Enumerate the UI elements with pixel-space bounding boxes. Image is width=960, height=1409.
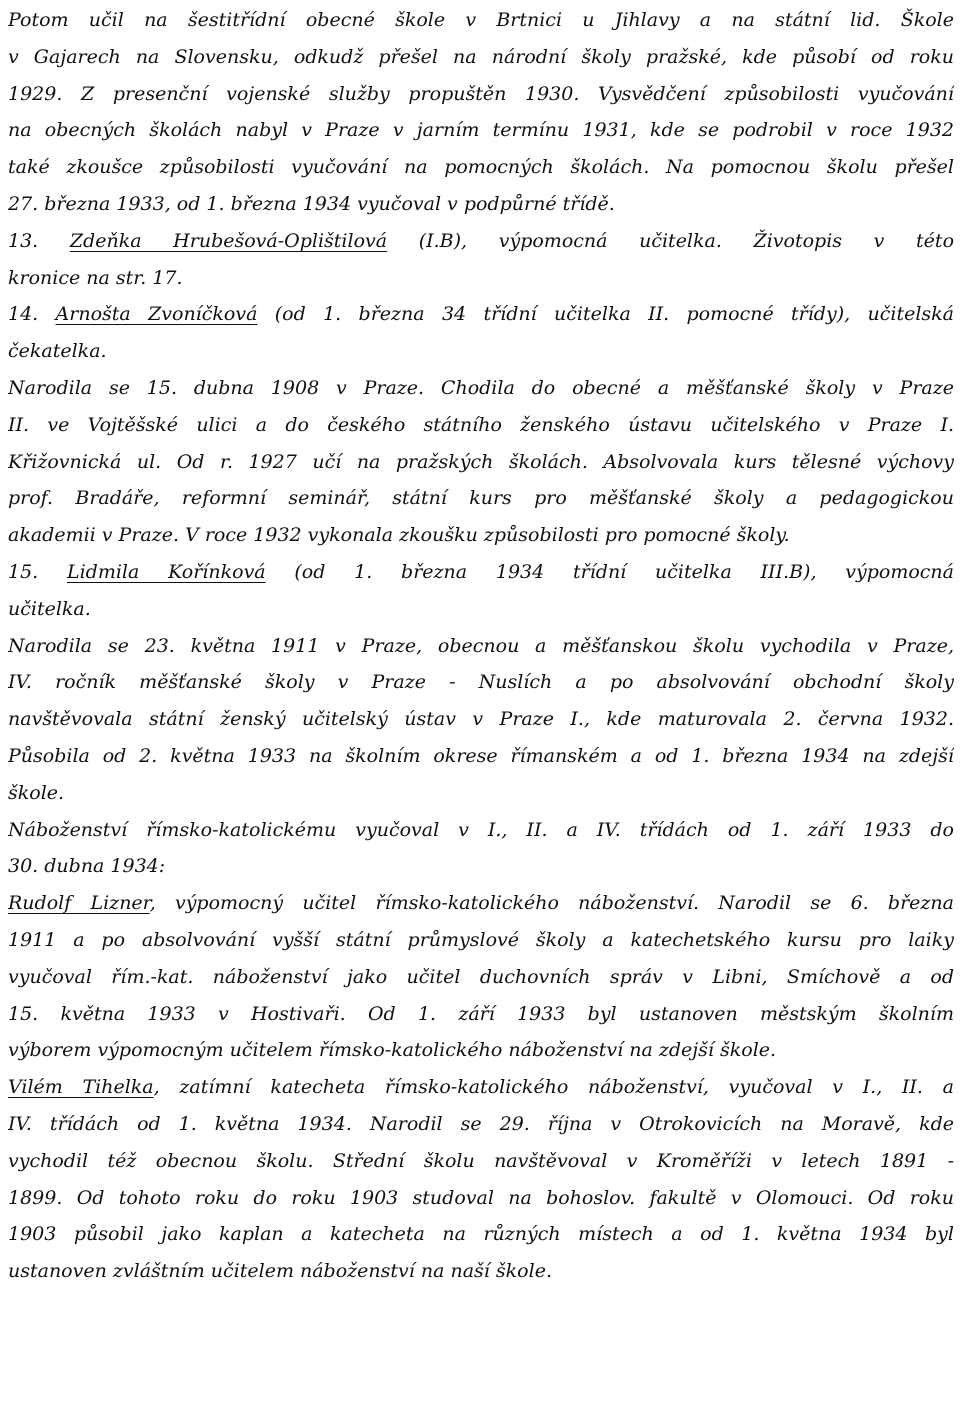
text-line: 30. dubna 1934: bbox=[8, 855, 166, 878]
text-line: IV. ročník měšťanské školy v Praze - Nuslích a po absolvování obchodní školy bbox=[8, 671, 954, 694]
person-name: Zdeňka Hrubešová-Oplištilová bbox=[69, 229, 388, 252]
text-segment: (I.B), výpomocná učitelka. Životopis v této bbox=[387, 229, 954, 252]
text-line: Potom učil na šestitřídní obecné škole v Brtnici u Jihlavy a na státní lid. Škole bbox=[8, 9, 954, 31]
person-name: Arnošta Zvoníčková bbox=[55, 303, 258, 326]
text-line bbox=[8, 296, 954, 333]
text-line: prof. Bradáře, reformní seminář, státní kurs pro měšťanské školy a pedagogickou bbox=[8, 487, 954, 510]
text-line: na obecných školách nabyl v Praze v jarním termínu 1931, kde se podrobil v roce 1932 bbox=[8, 119, 954, 142]
text-line: v Gajarech na Slovensku, odkudž přešel na národní školy pražské, kde působí od roku bbox=[8, 45, 954, 68]
text-line: výborem výpomocným učitelem římsko-katolického náboženství na zdejší škole. bbox=[8, 1039, 777, 1062]
person-name: Vilém Tihelka bbox=[8, 1076, 154, 1099]
text-line: 1899. Od tohoto roku do roku 1903 studoval na bohoslov. fakultě v Olomouci. Od roku bbox=[8, 1186, 954, 1209]
text-line: navštěvovala státní ženský učitelský ústav v Praze I., kde maturovala 2. června 1932. bbox=[8, 708, 954, 731]
text-line bbox=[8, 1069, 954, 1106]
person-name: Lidmila Kořínková bbox=[66, 560, 266, 583]
text-segment: (od 1. března 34 třídní učitelka II. pomocné třídy), učitelská bbox=[257, 303, 954, 326]
text-line: Narodila se 23. května 1911 v Praze, obecnou a měšťanskou školu vychodila v Praze, bbox=[8, 634, 954, 657]
text-line: 27. března 1933, od 1. března 1934 vyučoval v podpůrné třídě. bbox=[8, 192, 615, 215]
person-name: Rudolf Lizner bbox=[8, 892, 150, 915]
text-segment: , výpomocný učitel římsko-katolického náboženství. Narodil se 6. března bbox=[149, 892, 954, 915]
text-line: vychodil též obecnou školu. Střední školu navštěvoval v Kroměříži v letech 1891 - bbox=[8, 1149, 954, 1172]
text-line: také zkoušce způsobilosti vyučování na pomocných školách. Na pomocnou školu přešel bbox=[8, 156, 954, 179]
text-segment: 15. bbox=[8, 560, 67, 583]
text-line: akademii v Praze. V roce 1932 vykonala zkoušku způsobilosti pro pomocné školy. bbox=[8, 524, 790, 547]
text-line: IV. třídách od 1. května 1934. Narodil se 29. října v Otrokovicích na Moravě, kde bbox=[8, 1112, 954, 1135]
text-segment: (od 1. března 1934 třídní učitelka III.B), výpomocná bbox=[265, 560, 954, 583]
text-line bbox=[8, 885, 954, 922]
text-line: kronice na str. 17. bbox=[8, 266, 183, 289]
text-line: učitelka. bbox=[8, 597, 91, 620]
text-line: ustanoven zvláštním učitelem náboženství na naší škole. bbox=[8, 1260, 552, 1283]
text-line: 1911 a po absolvování vyšší státní průmyslové školy a katechetského kursu pro laiky bbox=[8, 928, 954, 951]
text-line bbox=[8, 554, 954, 591]
text-line: 1929. Z presenční vojenské služby propuštěn 1930. Vysvědčení způsobilosti vyučování bbox=[8, 82, 954, 105]
text-line: Narodila se 15. dubna 1908 v Praze. Chodila do obecné a měšťanské školy v Praze bbox=[8, 376, 954, 399]
text-line: II. ve Vojtěšské ulici a do českého státního ženského ústavu učitelského v Praze I. bbox=[8, 413, 954, 436]
text-line: čekatelka. bbox=[8, 340, 107, 363]
text-line: vyučoval řím.-kat. náboženství jako učitel duchovních správ v Libni, Smíchově a od bbox=[8, 965, 954, 988]
text-line: škole. bbox=[8, 781, 65, 804]
text-segment: 14. bbox=[8, 303, 56, 326]
text-segment: , zatímní katecheta římsko-katolického náboženství, vyučoval v I., II. a bbox=[153, 1076, 954, 1099]
text-segment: 13. bbox=[8, 229, 70, 252]
text-line: Náboženství římsko-katolickému vyučoval v I., II. a IV. třídách od 1. září 1933 do bbox=[8, 818, 954, 841]
text-line: Působila od 2. května 1933 na školním okrese římanském a od 1. března 1934 na zdejší bbox=[8, 744, 954, 767]
text-line: Křižovnická ul. Od r. 1927 učí na pražských školách. Absolvovala kurs tělesné výchovy bbox=[8, 450, 954, 473]
text-line bbox=[8, 223, 954, 260]
text-line: 15. května 1933 v Hostivaři. Od 1. září 1933 byl ustanoven městským školním bbox=[8, 1002, 954, 1025]
text-line: 1903 působil jako kaplan a katecheta na různých místech a od 1. května 1934 byl bbox=[8, 1223, 954, 1246]
